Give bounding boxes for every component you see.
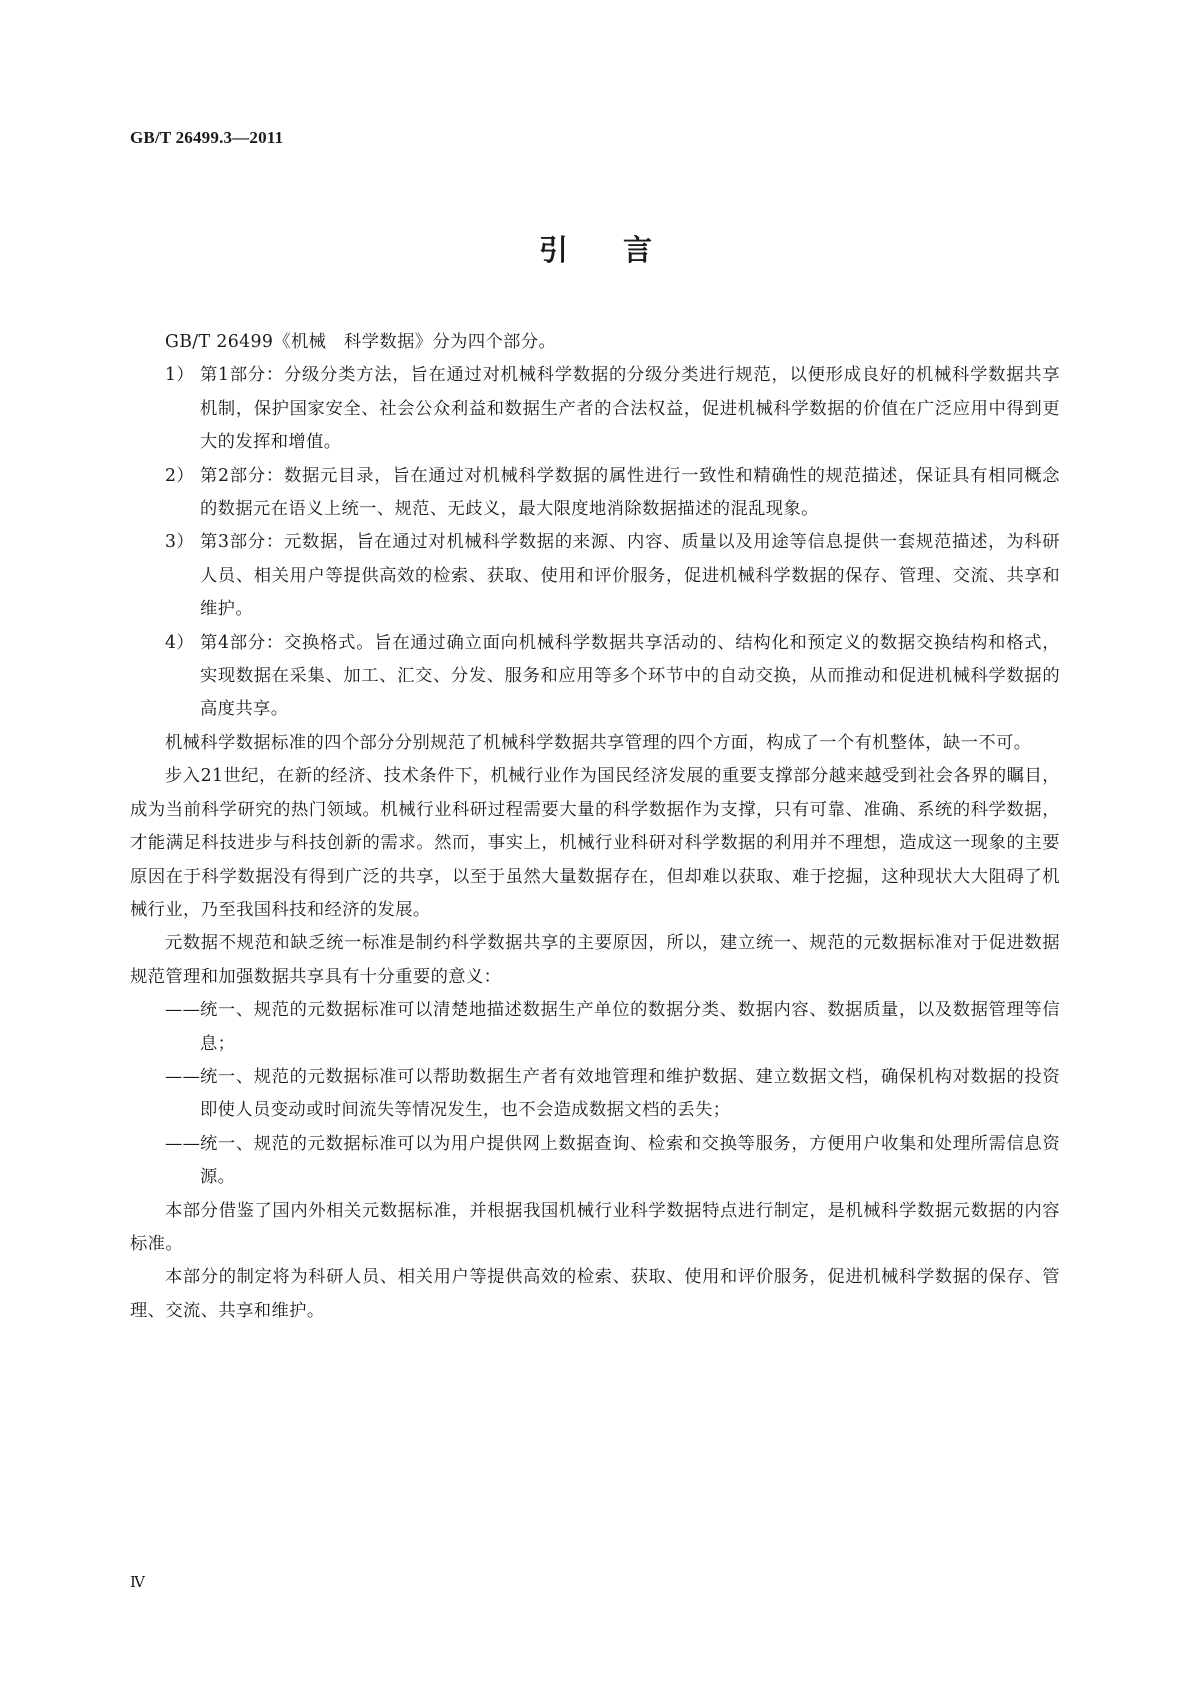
dash-item-text: 统一、规范的元数据标准可以帮助数据生产者有效地管理和维护数据、建立数据文档，确保机构对数据的投资即使人员变动或时间流失等情况发生，也不会造成数据文档的丢失； [200,1066,1060,1121]
standard-number: GB/T 26499.3—2011 [130,128,284,147]
part-text: 第2部分：数据元目录，旨在通过对机械科学数据的属性进行一致性和精确性的规范描述，保证具有相同概念的数据元在语义上统一、规范、无歧义，最大限度地消除数据描述的混乱现象。 [200,465,1060,520]
part-number: 2） [165,465,195,486]
page-title: 引言 [538,233,707,267]
document-body [130,326,1060,1328]
part-text: 第4部分：交换格式。旨在通过确立面向机械科学数据共享活动的、结构化和预定义的数据交换结构和格式，实现数据在采集、加工、汇交、分发、服务和应用等多个环节中的自动交换，从而推动和促进机械科学数据的高度共享。 [200,632,1060,720]
body-paragraph: 机械科学数据标准的四个部分分别规范了机械科学数据共享管理的四个方面，构成了一个有机整体，缺一不可。 [165,732,1032,753]
intro-paragraph: GB/T 26499《机械 科学数据》分为四个部分。 [165,332,557,352]
part-item-3 [130,526,1060,626]
part-item-2 [130,460,1060,527]
part-text: 第1部分：分级分类方法，旨在通过对机械科学数据的分级分类进行规范，以便形成良好的机械科学数据共享机制，保护国家安全、社会公众利益和数据生产者的合法权益，促进机械科学数据的价值在广泛应用中得到更大的发挥和增值。 [200,365,1060,453]
part-text: 第3部分：元数据，旨在通过对机械科学数据的来源、内容、质量以及用途等信息提供一套规范描述，为科研人员、相关用户等提供高效的检索、获取、使用和评价服务，促进机械科学数据的保存、管理、交流、共享和维护。 [200,532,1060,620]
part-number: 3） [165,532,195,553]
dash-mark: —— [165,1133,201,1154]
part-item-4 [130,627,1060,727]
dash-mark: —— [165,1066,201,1087]
dash-list-item [130,1061,1060,1128]
page-number: Ⅳ [130,1575,145,1591]
body-paragraph: 本部分借鉴了国内外相关元数据标准，并根据我国机械行业科学数据特点进行制定，是机械科学数据元数据的内容标准。 [130,1200,1060,1254]
dash-item-text: 统一、规范的元数据标准可以为用户提供网上数据查询、检索和交换等服务，方便用户收集和处理所需信息资源。 [200,1133,1060,1188]
dash-list-item [130,994,1060,1061]
part-item-1 [130,359,1060,459]
body-paragraph: 本部分的制定将为科研人员、相关用户等提供高效的检索、获取、使用和评价服务，促进机械科学数据的保存、管理、交流、共享和维护。 [130,1267,1060,1321]
dash-item-text: 统一、规范的元数据标准可以清楚地描述数据生产单位的数据分类、数据内容、数据质量，以及数据管理等信息； [200,1000,1060,1054]
dash-mark: —— [165,1000,201,1021]
part-number: 4） [165,632,195,653]
body-paragraph: 步入21世纪，在新的经济、技术条件下，机械行业作为国民经济发展的重要支撑部分越来越受到社会各界的瞩目，成为当前科学研究的热门领域。机械行业科研过程需要大量的科学数据作为支撑，只有可靠、准确、系统的科学数据，才能满足科技进步与科技创新的需求。然而，事实上，机械行业科研对科学数据的利用并不理想，造成这一现象的主要原因在于科学数据没有得到广泛的共享，以至于虽然大量数据存在，但却难以获取、难于挖掘，这种现状大大阻碍了机械行业，乃至我国科技和经济的发展。 [130,766,1060,920]
part-number: 1） [165,365,195,386]
body-paragraph: 元数据不规范和缺乏统一标准是制约科学数据共享的主要原因，所以，建立统一、规范的元数据标准对于促进数据规范管理和加强数据共享具有十分重要的意义： [130,933,1060,987]
dash-list-item [130,1128,1060,1195]
